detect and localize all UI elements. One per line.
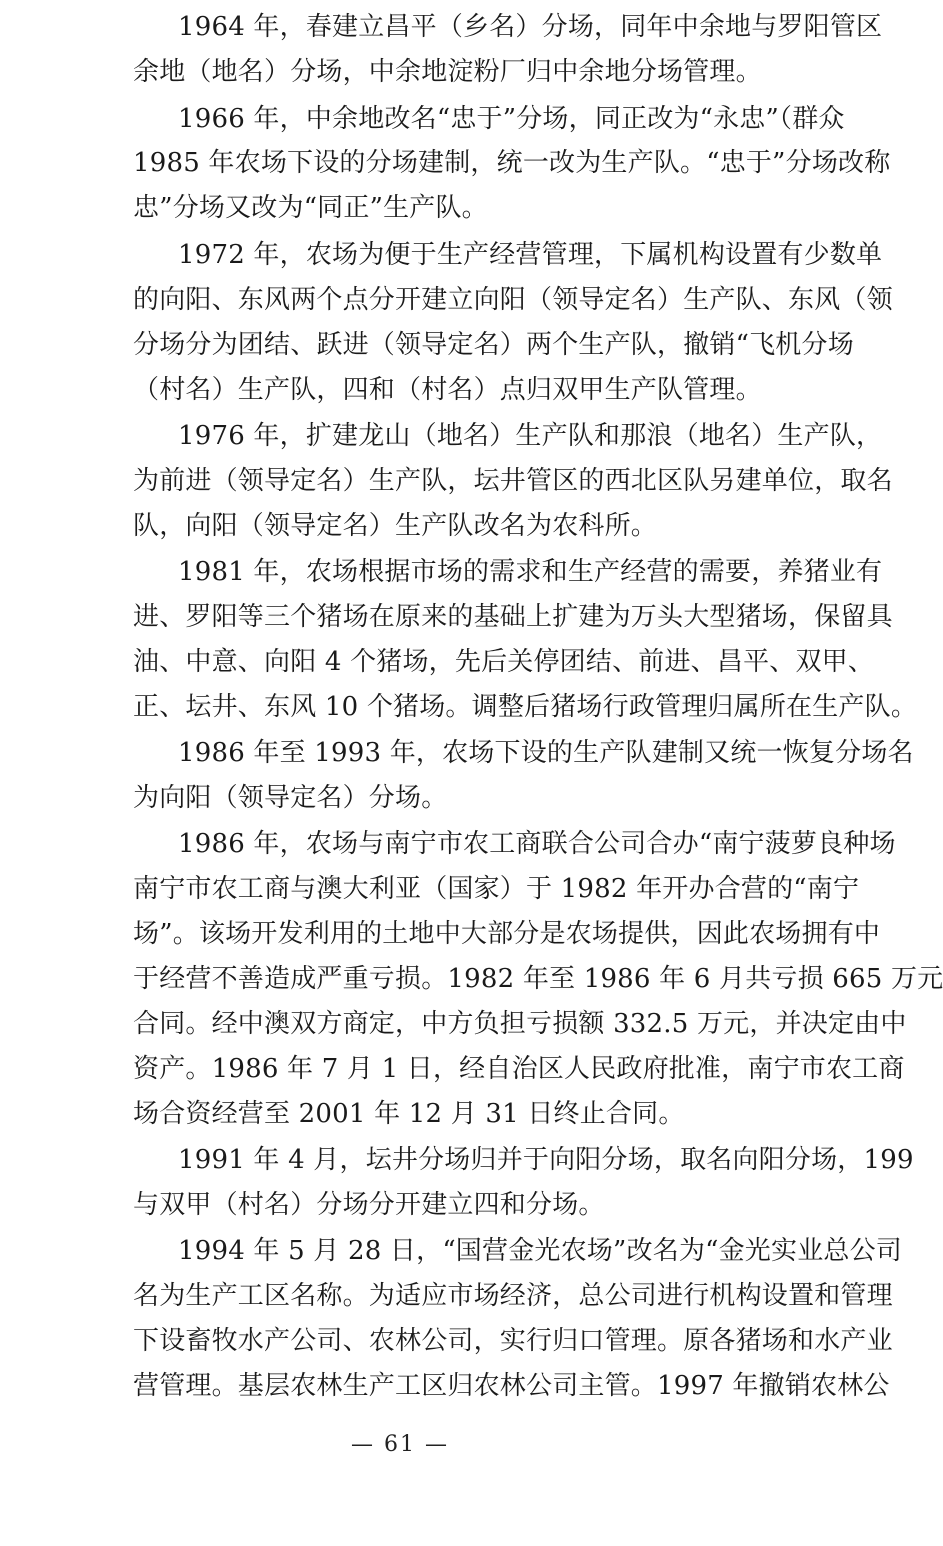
text-line: 忠”分场又改为“同正”生产队。 <box>133 193 488 223</box>
text-line: 1964 年，春建立昌平（乡名）分场，同年中余地与罗阳管区 <box>178 12 883 42</box>
text-line: 1986 年至 1993 年，农场下设的生产队建制又统一恢复分场名 <box>178 738 914 768</box>
text-line: 1986 年，农场与南宁市农工商联合公司合办“南宁菠萝良种场 <box>178 829 896 859</box>
text-line: 油、中意、向阳 4 个猪场，先后关停团结、前进、昌平、双甲、 <box>133 647 875 677</box>
text-line: 场”。该场开发利用的土地中大部分是农场提供，因此农场拥有中 <box>133 919 881 949</box>
text-line: 进、罗阳等三个猪场在原来的基础上扩建为万头大型猪场，保留具 <box>133 602 893 632</box>
text-line: 营管理。基层农林生产工区归农林公司主管。1997 年撤销农林公 <box>133 1371 890 1401</box>
text-line: （村名）生产队，四和（村名）点归双甲生产队管理。 <box>133 375 762 405</box>
text-line: 与双甲（村名）分场分开建立四和分场。 <box>133 1190 605 1220</box>
text-line: 名为生产工区名称。为适应市场经济，总公司进行机构设置和管理 <box>133 1281 893 1311</box>
text-line: 1976 年，扩建龙山（地名）生产队和那浪（地名）生产队， <box>178 421 883 451</box>
text-line: 余地（地名）分场，中余地淀粉厂归中余地分场管理。 <box>133 57 762 87</box>
text-line: 的向阳、东风两个点分开建立向阳（领导定名）生产队、东风（领 <box>133 285 893 315</box>
text-line: 为前进（领导定名）生产队，坛井管区的西北区队另建单位，取名 <box>133 466 893 496</box>
text-line: 南宁市农工商与澳大利亚（国家）于 1982 年开办合营的“南宁 <box>133 874 860 904</box>
text-line: 资产。1986 年 7 月 1 日，经自治区人民政府批准，南宁市农工商 <box>133 1054 905 1084</box>
page-number: — 61 — <box>351 1432 449 1457</box>
text-line: 1981 年，农场根据市场的需求和生产经营的需要，养猪业有 <box>178 557 883 587</box>
text-line: 1966 年，中余地改名“忠于”分场，同正改为“永忠”（群众 <box>178 104 845 134</box>
text-line: 合同。经中澳双方商定，中方负担亏损额 332.5 万元，并决定由中 <box>133 1009 907 1039</box>
text-line: 为向阳（领导定名）分场。 <box>133 783 448 813</box>
text-line: 1985 年农场下设的分场建制，统一改为生产队。“忠于”分场改称 <box>133 148 891 178</box>
text-line: 下设畜牧水产公司、农林公司，实行归口管理。原各猪场和水产业 <box>133 1326 893 1356</box>
text-line: 分场分为团结、跃进（领导定名）两个生产队，撤销“飞机分场 <box>133 330 854 360</box>
text-line: 1991 年 4 月，坛井分场归并于向阳分场，取名向阳分场，199 <box>178 1145 914 1175</box>
text-line: 于经营不善造成严重亏损。1982 年至 1986 年 6 月共亏损 665 万元 <box>133 964 943 994</box>
text-line: 正、坛井、东风 10 个猪场。调整后猪场行政管理归属所在生产队。 <box>133 692 918 722</box>
text-line: 1994 年 5 月 28 日，“国营金光农场”改名为“金光实业总公司 <box>178 1236 902 1266</box>
text-line: 队，向阳（领导定名）生产队改名为农科所。 <box>133 511 658 541</box>
text-line: 1972 年，农场为便于生产经营管理，下属机构设置有少数单 <box>178 240 883 270</box>
text-line: 场合资经营至 2001 年 12 月 31 日终止合同。 <box>133 1099 685 1129</box>
